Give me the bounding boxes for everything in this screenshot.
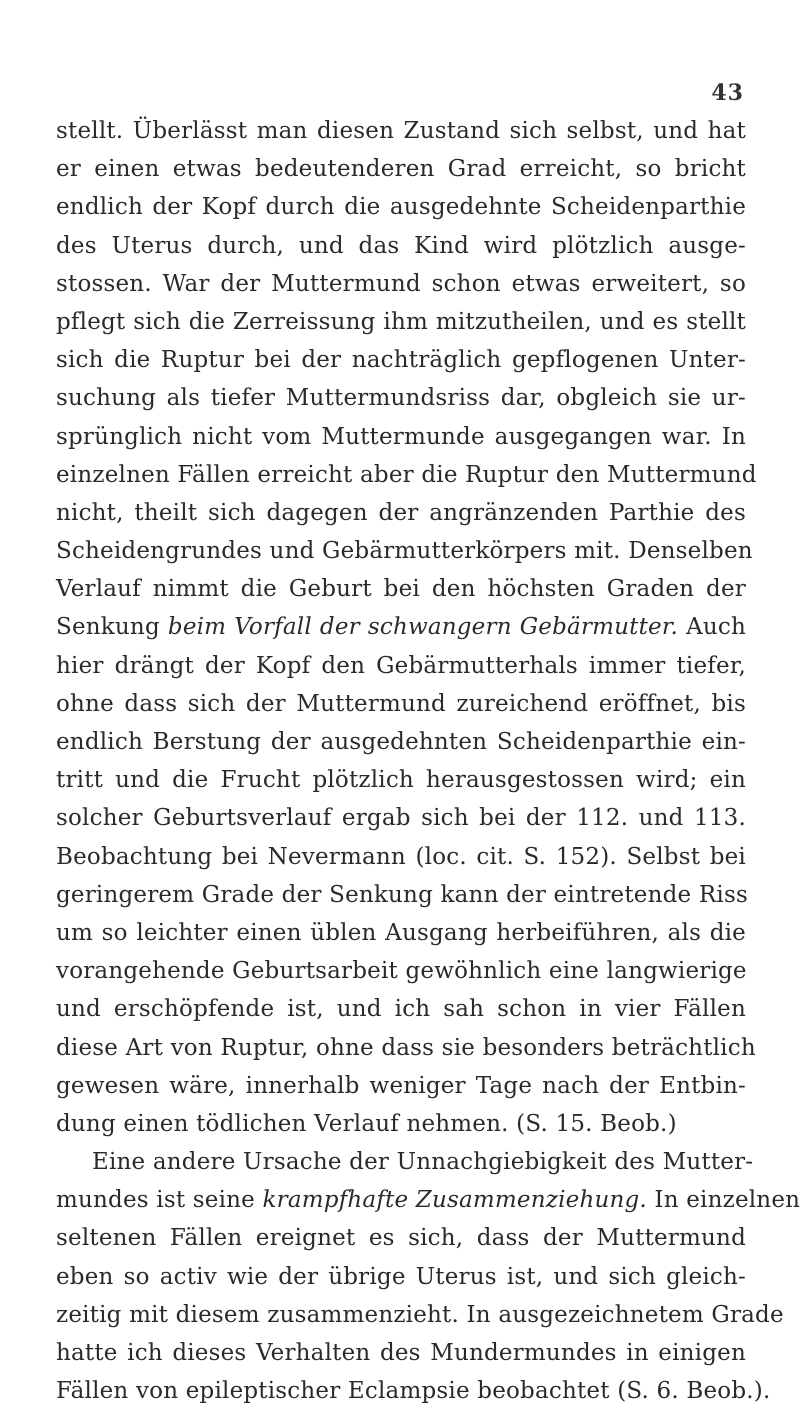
text-line: er einen etwas bedeutenderen Grad erreicht, so bricht <box>56 156 746 183</box>
text-line: stellt. Überlässt man diesen Zustand sich selbst, und hat <box>56 118 746 144</box>
body-text <box>56 112 800 1410</box>
text-line: endlich Berstung der ausgedehnten Scheidenparthie ein- <box>56 729 746 755</box>
text-line: Verlauf nimmt die Geburt bei den höchsten Graden der <box>56 576 746 603</box>
text-line: nicht, theilt sich dagegen der angränzenden Parthie des <box>56 499 746 526</box>
text-line: Fällen von epileptischer Eclampsie beobachtet (S. 6. Beob.). <box>56 1378 771 1405</box>
text-line: einzelnen Fällen erreicht aber die Ruptur den Muttermund <box>56 461 757 488</box>
text-line: und erschöpfende ist, und ich sah schon in vier Fällen <box>56 996 746 1023</box>
text-line: endlich der Kopf durch die ausgedehnte Scheidenparthie <box>56 194 746 221</box>
text-line: suchung als tiefer Muttermundsriss dar, obgleich sie ur- <box>56 385 746 412</box>
text-line: des Uterus durch, und das Kind wird plötzlich ausge- <box>56 232 746 259</box>
text-line: gewesen wäre, innerhalb weniger Tage nach der Entbin- <box>56 1072 746 1099</box>
text-line: um so leichter einen üblen Ausgang herbeiführen, als die <box>56 919 746 946</box>
text-line: zeitig mit diesem zusammenzieht. In ausgezeichnetem Grade <box>56 1301 784 1328</box>
page-number: 43 <box>711 80 744 106</box>
text-line: Scheidengrundes und Gebärmutterkörpers mit. Denselben <box>56 538 753 565</box>
text-line: vorangehende Geburtsarbeit gewöhnlich eine langwierige <box>56 958 747 985</box>
text-line: geringerem Grade der Senkung kann der eintretende Riss <box>56 881 748 908</box>
text-line: hatte ich dieses Verhalten des Mundermundes in einigen <box>56 1340 746 1366</box>
text-line: ohne dass sich der Muttermund zureichend eröffnet, bis <box>56 690 746 717</box>
emphasized-text: beim Vorfall der schwangern Gebärmutter. <box>167 614 679 641</box>
text-line: solcher Geburtsverlauf ergab sich bei der 112. und 113. <box>56 805 746 832</box>
text-segment: mundes ist seine <box>56 1187 263 1214</box>
emphasized-text: krampfhafte Zusammenziehung. <box>262 1187 647 1214</box>
text-segment: In einzelnen <box>646 1187 800 1214</box>
text-line: diese Art von Ruptur, ohne dass sie besonders beträchtlich <box>56 1034 756 1061</box>
text-line: hier drängt der Kopf den Gebärmutterhals immer tiefer, <box>56 652 746 679</box>
text-line: Beobachtung bei Nevermann (loc. cit. S. 152). Selbst bei <box>56 843 746 870</box>
text-line: tritt und die Frucht plötzlich herausgestossen wird; ein <box>56 767 746 794</box>
text-segment: Auch <box>678 614 746 641</box>
text-line: stossen. War der Muttermund schon etwas erweitert, so <box>56 270 746 297</box>
text-line <box>56 608 746 646</box>
text-line <box>56 1181 800 1219</box>
text-segment: Senkung <box>56 614 168 641</box>
text-line: dung einen tödlichen Verlauf nehmen. (S. 15. Beob.) <box>56 1110 677 1137</box>
text-line: seltenen Fällen ereignet es sich, dass der Muttermund <box>56 1225 746 1252</box>
text-line: pflegt sich die Zerreissung ihm mitzutheilen, und es stellt <box>56 308 746 335</box>
text-line: sprünglich nicht vom Muttermunde ausgegangen war. In <box>56 423 746 450</box>
text-line: eben so activ wie der übrige Uterus ist, und sich gleich- <box>56 1263 746 1290</box>
text-line: sich die Ruptur bei der nachträglich gepflogenen Unter- <box>56 347 746 374</box>
text-line: Eine andere Ursache der Unnachgiebigkeit des Mutter- <box>92 1149 754 1176</box>
